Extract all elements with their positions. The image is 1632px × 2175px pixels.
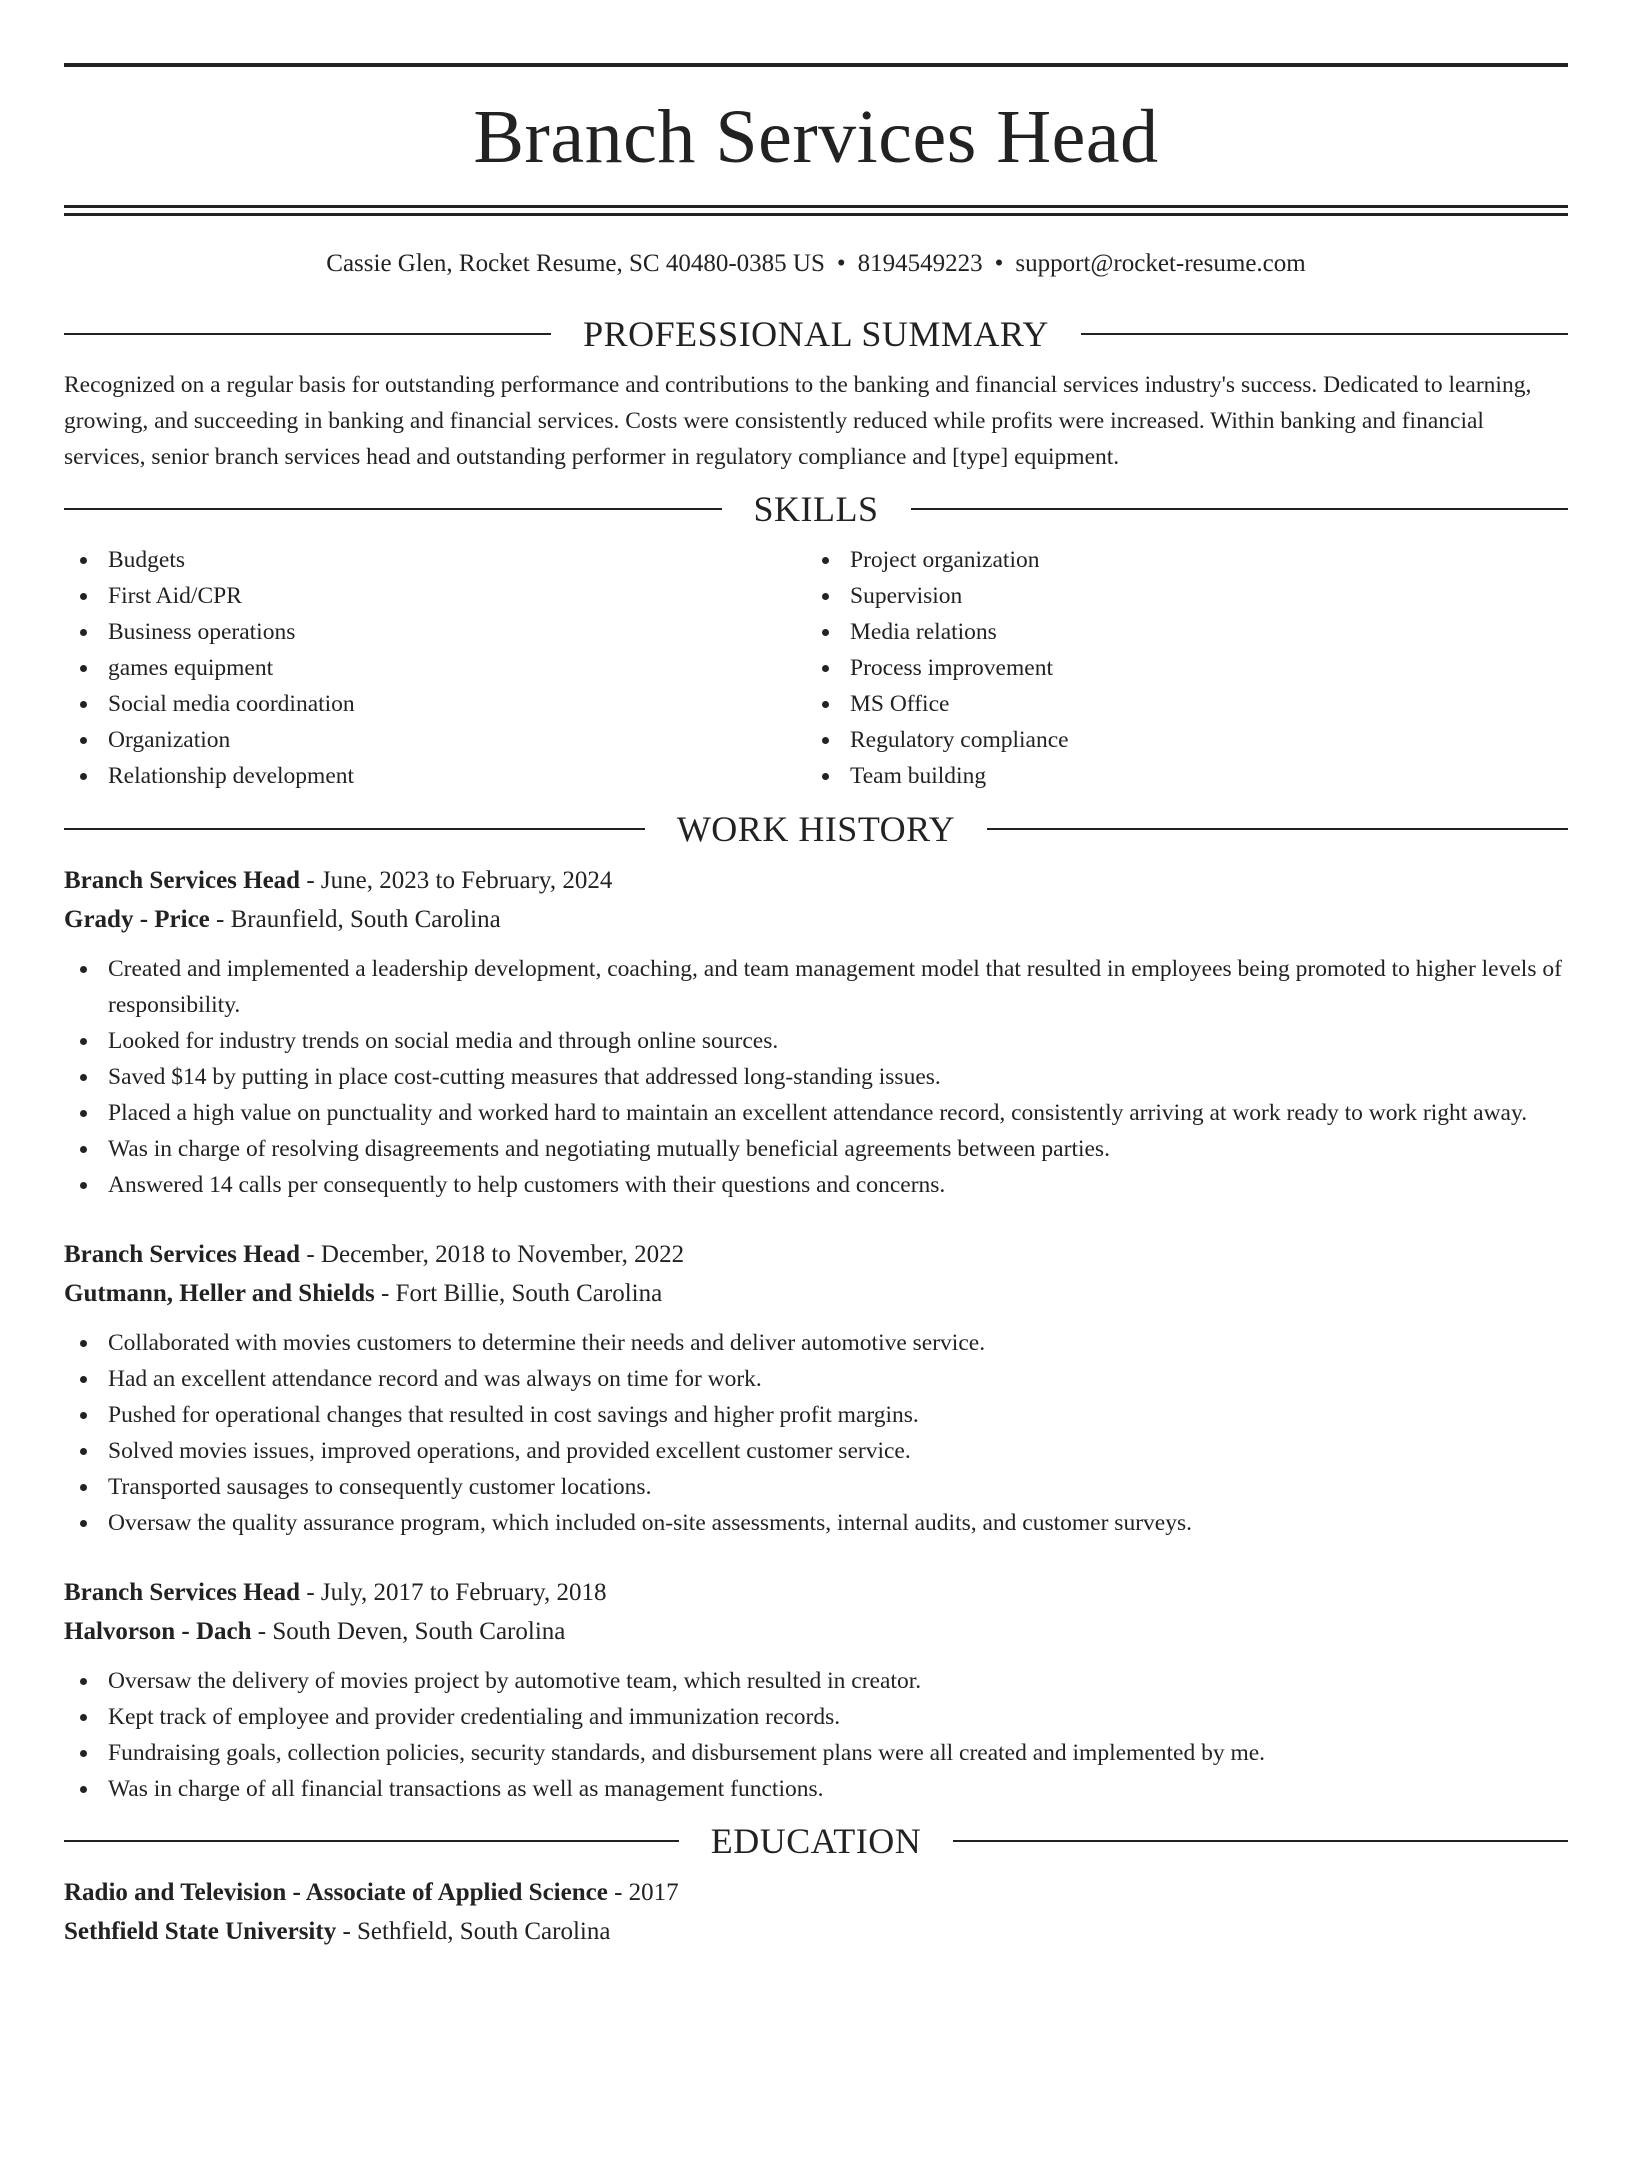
job-title-line: [64, 861, 1568, 900]
skill-item: Business operations: [64, 614, 806, 650]
education-heading: EDUCATION: [64, 1821, 1568, 1861]
job-bullet: Had an excellent attendance record and was always on time for work.: [64, 1361, 1568, 1397]
job-bullet: Oversaw the quality assurance program, which included on-site assessments, internal audits, and customer surveys.: [64, 1505, 1568, 1541]
education-location: - Sethfield, South Carolina: [336, 1918, 611, 1945]
job-bullet: Transported sausages to consequently customer locations.: [64, 1469, 1568, 1505]
education-degree-line: [64, 1873, 1568, 1912]
contact-address: Cassie Glen, Rocket Resume, SC 40480-0385 US: [326, 250, 825, 277]
job-dates: - July, 2017 to February, 2018: [300, 1579, 607, 1606]
double-rule: [64, 205, 1568, 216]
education-school: Sethfield State University: [64, 1918, 337, 1945]
job-company-line: [64, 1612, 1568, 1651]
contact-email: support@rocket-resume.com: [1015, 250, 1306, 277]
job-company-line: [64, 1274, 1568, 1313]
contact-line: [64, 249, 1568, 279]
summary-text: Recognized on a regular basis for outstanding performance and contributions to the banking and financial services industry's success. Dedicated to learning, growing, and succeeding in banking and financial services. Costs were consistently reduced while profits were increased. Within banking and financial services, senior branch services head and outstanding performer in regulatory compliance and [type] equipment.: [64, 372, 1532, 470]
skill-item: Media relations: [806, 614, 1548, 650]
skill-item: Organization: [64, 722, 806, 758]
skills-right-column: [806, 542, 1548, 794]
job-bullet: Was in charge of resolving disagreements and negotiating mutually beneficial agreements between parties.: [64, 1131, 1568, 1167]
education-degree: Radio and Television - Associate of Applied Science: [64, 1879, 608, 1906]
job-bullet: Saved $14 by putting in place cost-cutting measures that addressed long-standing issues.: [64, 1059, 1568, 1095]
skill-item: First Aid/CPR: [64, 578, 806, 614]
skill-item: Relationship development: [64, 758, 806, 794]
job-bullet: Solved movies issues, improved operations, and provided excellent customer service.: [64, 1433, 1568, 1469]
skills-heading: SKILLS: [64, 489, 1568, 529]
job-bullet: Pushed for operational changes that resulted in cost savings and higher profit margins.: [64, 1397, 1568, 1433]
job-bullet: Placed a high value on punctuality and worked hard to maintain an excellent attendance record, consistently arriving at work ready to work right away.: [64, 1095, 1568, 1131]
education-school-line: [64, 1912, 1568, 1951]
job-dates: - December, 2018 to November, 2022: [300, 1241, 685, 1268]
job-bullet: Collaborated with movies customers to determine their needs and deliver automotive service.: [64, 1325, 1568, 1361]
job-location: - Fort Billie, South Carolina: [374, 1280, 663, 1307]
job-entry: [64, 861, 1568, 1203]
job-company: Gutmann, Heller and Shields: [64, 1280, 375, 1307]
skill-item: games equipment: [64, 650, 806, 686]
job-company: Halvorson - Dach: [64, 1618, 252, 1645]
education-year: - 2017: [607, 1879, 679, 1906]
job-dates: - June, 2023 to February, 2024: [300, 867, 613, 894]
job-title-line: [64, 1573, 1568, 1612]
skills-list: [64, 542, 1568, 794]
skill-item: Team building: [806, 758, 1548, 794]
job-bullet: Was in charge of all financial transactions as well as management functions.: [64, 1771, 1568, 1807]
education-entry: [64, 1873, 1568, 1951]
skill-item: Project organization: [806, 542, 1548, 578]
top-rule: [64, 63, 1568, 67]
job-location: - South Deven, South Carolina: [251, 1618, 566, 1645]
skill-item: Regulatory compliance: [806, 722, 1548, 758]
skill-item: MS Office: [806, 686, 1548, 722]
job-bullet: Oversaw the delivery of movies project by automotive team, which resulted in creator.: [64, 1663, 1568, 1699]
skill-item: Supervision: [806, 578, 1548, 614]
job-title: Branch Services Head: [64, 1241, 301, 1268]
skills-left-column: [64, 542, 806, 794]
job-bullets: [64, 1663, 1568, 1807]
job-title: Branch Services Head: [64, 1579, 301, 1606]
job-bullets: [64, 951, 1568, 1203]
job-location: - Braunfield, South Carolina: [209, 906, 501, 933]
job-title: Branch Services Head: [64, 867, 301, 894]
contact-phone: 8194549223: [857, 250, 983, 277]
job-company: Grady - Price: [64, 906, 210, 933]
skill-item: Budgets: [64, 542, 806, 578]
job-entry: [64, 1573, 1568, 1807]
job-bullet: Created and implemented a leadership development, coaching, and team management model that resulted in employees being promoted to higher levels of responsibility.: [64, 951, 1568, 1023]
job-bullet: Looked for industry trends on social media and through online sources.: [64, 1023, 1568, 1059]
job-entry: [64, 1235, 1568, 1541]
summary-heading: PROFESSIONAL SUMMARY: [64, 314, 1568, 354]
job-title-line: [64, 1235, 1568, 1274]
contact-separator: •: [836, 250, 846, 277]
contact-separator: •: [994, 250, 1004, 277]
skill-item: Social media coordination: [64, 686, 806, 722]
job-bullet: Kept track of employee and provider credentialing and immunization records.: [64, 1699, 1568, 1735]
work-heading: WORK HISTORY: [64, 809, 1568, 849]
job-bullet: Answered 14 calls per consequently to help customers with their questions and concerns.: [64, 1167, 1568, 1203]
job-bullet: Fundraising goals, collection policies, security standards, and disbursement plans were all created and implemented by me.: [64, 1735, 1568, 1771]
resume-name: Branch Services Head: [473, 95, 1159, 179]
job-company-line: [64, 900, 1568, 939]
skill-item: Process improvement: [806, 650, 1548, 686]
job-bullets: [64, 1325, 1568, 1541]
resume-page: [64, 63, 1568, 1951]
